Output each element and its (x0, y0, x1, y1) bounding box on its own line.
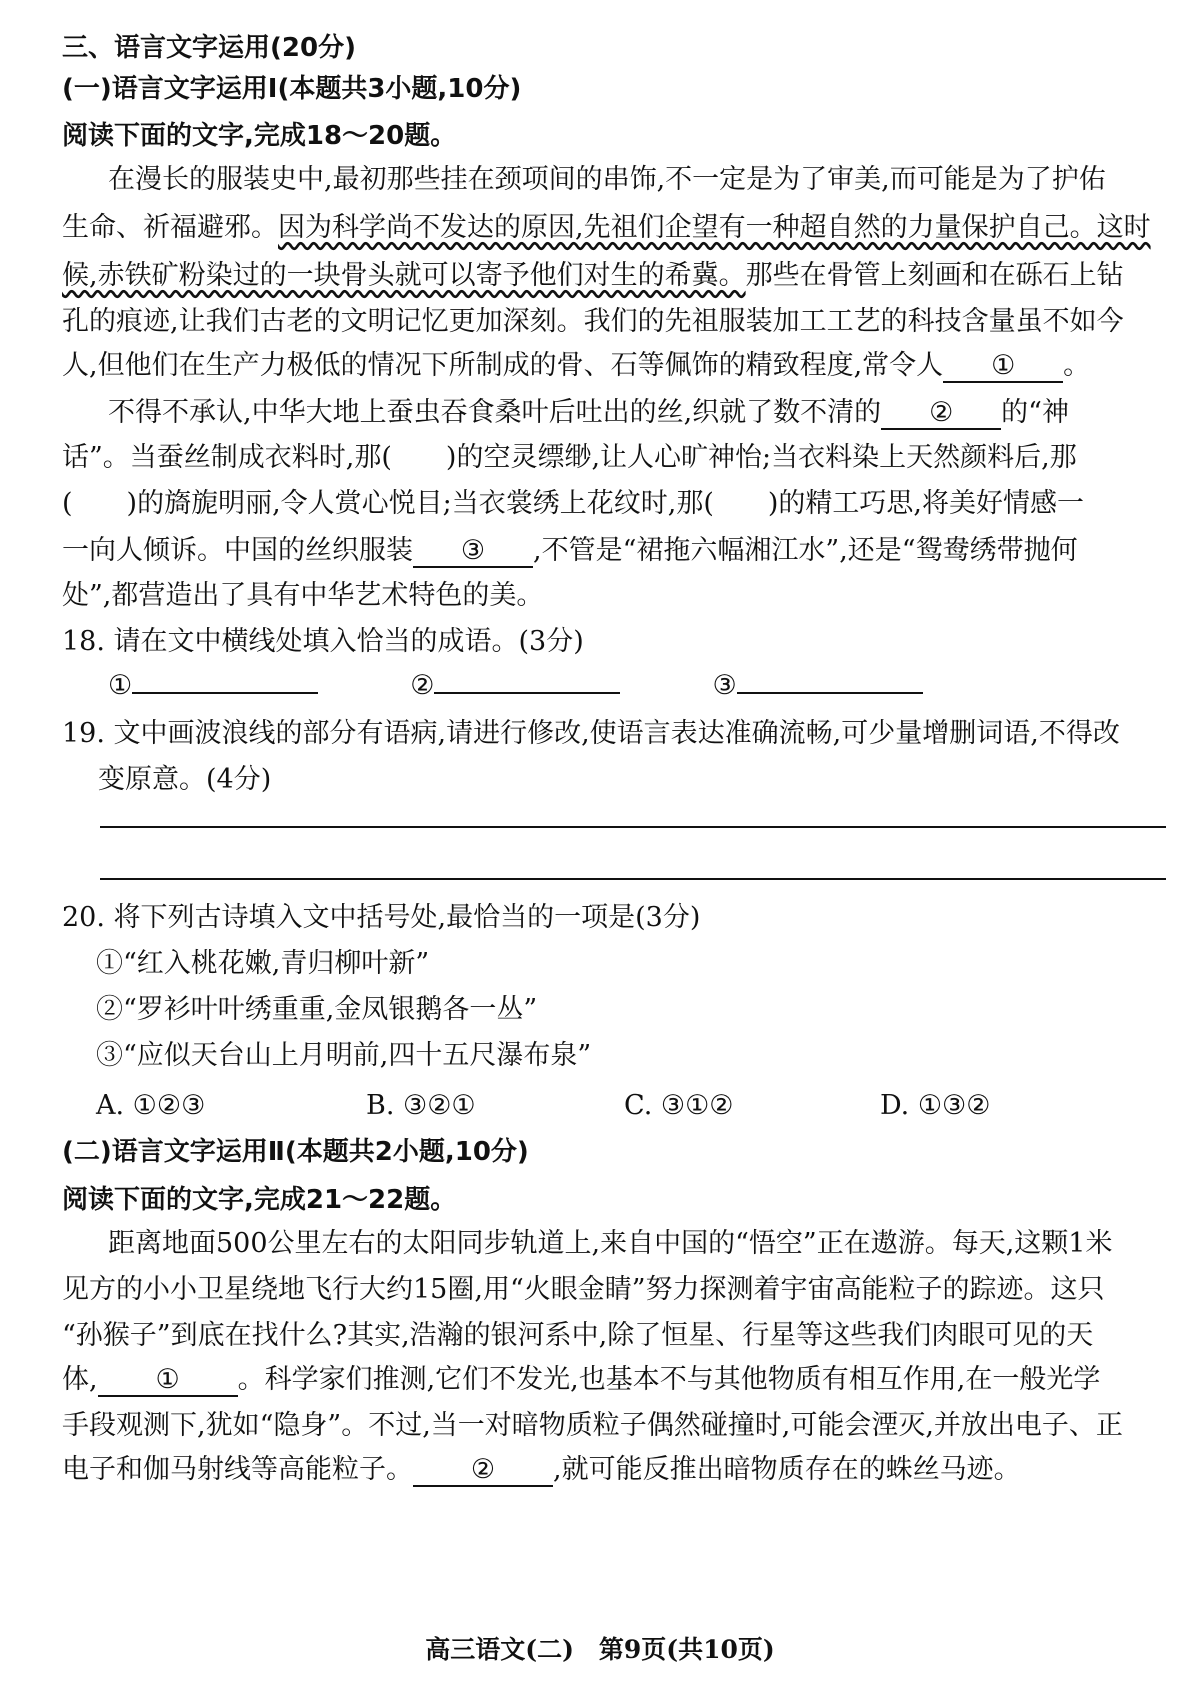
part1-instruction: 阅读下面的文字,完成18～20题。 (62, 121, 457, 151)
q18-answer-3[interactable] (737, 692, 923, 694)
passage1-text: 生命、祈福避邪。 (62, 212, 278, 243)
fill-blank-3[interactable]: ③ (413, 536, 533, 568)
passage2-text: 体, (62, 1364, 98, 1395)
part2-title: (二)语言文字运用Ⅱ(本题共2小题,10分) (62, 1137, 529, 1167)
passage1-text: 的“神 (1001, 397, 1069, 428)
q20-option-c[interactable]: C. ③①② (624, 1090, 734, 1121)
fill-blank-2[interactable]: ② (881, 398, 1001, 430)
passage2-blank-2[interactable]: ② (413, 1455, 553, 1487)
section-title: 三、语言文字运用(20分) (62, 33, 356, 63)
q20-poem-3: ③“应似天台山上月明前,四十五尺瀑布泉” (96, 1040, 592, 1071)
passage2-blank-1[interactable]: ① (98, 1365, 238, 1397)
passage1-text: 人,但他们在生产力极低的情况下所制成的骨、石等佩饰的精致程度,常令人 (62, 350, 944, 381)
part1-title: (一)语言文字运用Ⅰ(本题共3小题,10分) (62, 74, 522, 104)
q18-marker-1: ① (108, 670, 133, 701)
passage2-line: 距离地面500公里左右的太阳同步轨道上,来自中国的“悟空”正在遨游。每天,这颗1米 (108, 1228, 1113, 1259)
q18-marker-2: ② (410, 670, 435, 701)
wavy-underlined-text: 候,赤铁矿粉染过的一块骨头就可以寄予他们对生的希冀。 (62, 260, 746, 291)
passage2-text: 电子和伽马射线等高能粒子。 (62, 1454, 413, 1485)
q19-answer-line[interactable] (100, 826, 1166, 828)
q20-option-d[interactable]: D. ①③② (880, 1090, 991, 1121)
passage2-line: “孙猴子”到底在找什么?其实,浩瀚的银河系中,除了恒星、行星等这些我们肉眼可见的天 (62, 1320, 1094, 1351)
q20-option-a[interactable]: A. ①②③ (96, 1090, 206, 1121)
passage1-line: ( )的旖旎明丽,令人赏心悦目;当衣裳绣上花纹时,那( )的精工巧思,将美好情感一 (62, 488, 1084, 519)
passage2-line: 手段观测下,犹如“隐身”。不过,当一对暗物质粒子偶然碰撞时,可能会湮灭,并放出电子、正 (62, 1410, 1123, 1441)
question-19-cont: 变原意。(4分) (98, 764, 272, 795)
q20-poem-2: ②“罗衫叶叶绣重重,金凤银鹅各一丛” (96, 994, 538, 1025)
passage1-text: 不得不承认,中华大地上蚕虫吞食桑叶后吐出的丝,织就了数不清的 (108, 397, 882, 428)
question-20: 20. 将下列古诗填入文中括号处,最恰当的一项是(3分) (62, 902, 701, 933)
fill-blank-1[interactable]: ① (943, 351, 1063, 383)
question-19: 19. 文中画波浪线的部分有语病,请进行修改,使语言表达准确流畅,可少量增删词语,不得改 (62, 718, 1120, 749)
passage1-line (62, 210, 1162, 246)
passage1-line: 话”。当蚕丝制成衣料时,那( )的空灵缥缈,让人心旷神怡;当衣料染上天然颜料后,那 (62, 442, 1077, 473)
passage1-line: 孔的痕迹,让我们古老的文明记忆更加深刻。我们的先祖服装加工工艺的科技含量虽不如今 (62, 306, 1124, 337)
passage2-text: ,就可能反推出暗物质存在的蛛丝马迹。 (553, 1454, 1021, 1485)
passage1-line (62, 258, 1162, 294)
q20-poem-1: ①“红入桃花嫩,青归柳叶新” (96, 948, 430, 979)
q18-answer-1[interactable] (132, 692, 318, 694)
q20-option-b[interactable]: B. ③②① (366, 1090, 476, 1121)
passage1-text: 那些在骨管上刻画和在砾石上钻 (745, 260, 1124, 291)
passage2-text: 。科学家们推测,它们不发光,也基本不与其他物质有相互作用,在一般光学 (237, 1364, 1101, 1395)
passage1-line: 处”,都营造出了具有中华艺术特色的美。 (62, 580, 544, 611)
passage2-line (62, 1362, 1162, 1398)
part2-instruction: 阅读下面的文字,完成21～22题。 (62, 1185, 457, 1215)
passage1-line (108, 395, 1200, 431)
question-18: 18. 请在文中横线处填入恰当的成语。(3分) (62, 626, 584, 657)
passage1-line: 在漫长的服装史中,最初那些挂在颈项间的串饰,不一定是为了审美,而可能是为了护佑 (108, 164, 1106, 195)
passage2-line: 见方的小小卫星绕地飞行大约15圈,用“火眼金睛”努力探测着宇宙高能粒子的踪迹。这只 (62, 1274, 1105, 1305)
q18-answers (108, 668, 1008, 704)
passage1-line (62, 533, 1162, 569)
q19-answer-line[interactable] (100, 878, 1166, 880)
passage1-text: 一向人倾诉。中国的丝织服装 (62, 535, 413, 566)
passage1-text: 。 (1063, 350, 1091, 381)
passage1-text: ,不管是“裙拖六幅湘江水”,还是“鸳鸯绣带抛何 (533, 535, 1078, 566)
page-footer: 高三语文(二) 第9页(共10页) (425, 1635, 775, 1664)
passage2-line (62, 1452, 1162, 1488)
q18-marker-3: ③ (712, 670, 737, 701)
wavy-underlined-text: 因为科学尚不发达的原因,先祖们企望有一种超自然的力量保护自己。这时 (278, 212, 1151, 243)
passage1-line (62, 348, 1162, 384)
q18-answer-2[interactable] (434, 692, 620, 694)
